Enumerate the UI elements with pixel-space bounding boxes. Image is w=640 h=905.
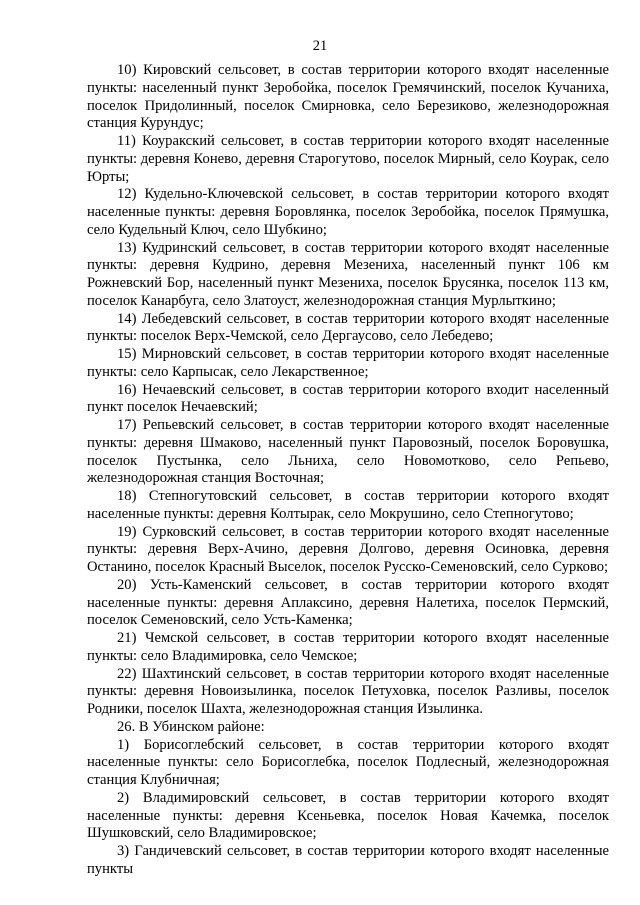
paragraph: 14) Лебедевский сельсовет, в состав территории которого входят населенные пункты: поселок Верх-Чемской, село Дергаусово, село Лебедево;	[87, 310, 609, 345]
paragraph: 15) Мирновский сельсовет, в состав территории которого входят населенные пункты: село Карпысак, село Лекарственное;	[87, 346, 609, 380]
paragraph: 10) Кировский сельсовет, в состав территории которого входят населенные пункты: населенный пункт Зеробойка, поселок Гремячинский, поселок Кучаниха, поселок Придолинный, поселок Смирновка, село Березиково, железнодорожная станция Курундус;	[87, 62, 609, 132]
paragraph: 18) Степногутовский сельсовет, в состав территории которого входят населенные пункты: деревня Колтырак, село Мокрушино, село Степногутово;	[87, 488, 609, 522]
paragraph: 22) Шахтинский сельсовет, в состав территории которого входят населенные пункты: деревня Новоизылинка, поселок Петуховка, поселок Разливы, поселок Родники, поселок Шахта, железнодорожная станция Изылинка.	[87, 665, 609, 717]
paragraph: 2) Владимировский сельсовет, в состав территории которого входят населенные пункты: деревня Ксеньевка, поселок Новая Качемка, поселок Шушковский, село Владимировское;	[87, 789, 609, 842]
document-body	[87, 62, 609, 879]
paragraph: 16) Нечаевский сельсовет, в состав территории которого входит населенный пункт поселок Нечаевский;	[87, 381, 609, 416]
section-heading: 26. В Убинском районе:	[117, 718, 265, 735]
page-number: 21	[312, 38, 328, 54]
paragraph: 21) Чемской сельсовет, в состав территории которого входят населенные пункты: село Владимировка, село Чемское;	[87, 630, 609, 664]
paragraph: 12) Кудельно-Ключевской сельсовет, в состав территории которого входят населенные пункты: деревня Боровлянка, поселок Зеробойка, поселок Прямушка, село Кудельный Ключ, село Шубкино;	[87, 186, 609, 238]
paragraph: 11) Коуракский сельсовет, в состав территории которого входят населенные пункты: деревня Конево, деревня Старогутово, поселок Мирный, село Коурак, село Юрты;	[87, 133, 609, 185]
paragraph: 1) Борисоглебский сельсовет, в состав территории которого входят населенные пункты: село Борисоглебка, поселок Подлесный, железнодорожная станция Клубничная;	[87, 736, 609, 788]
paragraph: 19) Сурковский сельсовет, в состав территории которого входят населенные пункты: деревня Верх-Ачино, деревня Долгово, деревня Осиновка, деревня Останино, поселок Красный Выселок, поселок Русско-Семеновский, село Сурково;	[87, 523, 609, 575]
paragraph: 20) Усть-Каменский сельсовет, в состав территории которого входят населенные пункты: деревня Аплаксино, деревня Налетиха, поселок Пермский, поселок Семеновский, село Усть-Каменка;	[87, 576, 609, 629]
paragraph: 3) Гандичевский сельсовет, в состав территории которого входят населенные пункты	[87, 843, 609, 877]
paragraph: 13) Кудринский сельсовет, в состав территории которого входят населенные пункты: деревня Кудрино, деревня Мезениха, населенный пункт 106 км Рожневский Бор, населенный пункт Мезениха, поселок Брусянка, поселок 113 км, поселок Канарбуга, село Златоуст, железнодорожная станция Мурлыткино;	[87, 239, 609, 309]
paragraph: 17) Репьевский сельсовет, в состав территории которого входят населенные пункты: деревня Шмаково, населенный пункт Паровозный, поселок Боровушка, поселок Пустынка, село Льниха, село Новомотково, село Репьево, железнодорожная станция Восточная;	[87, 417, 609, 487]
